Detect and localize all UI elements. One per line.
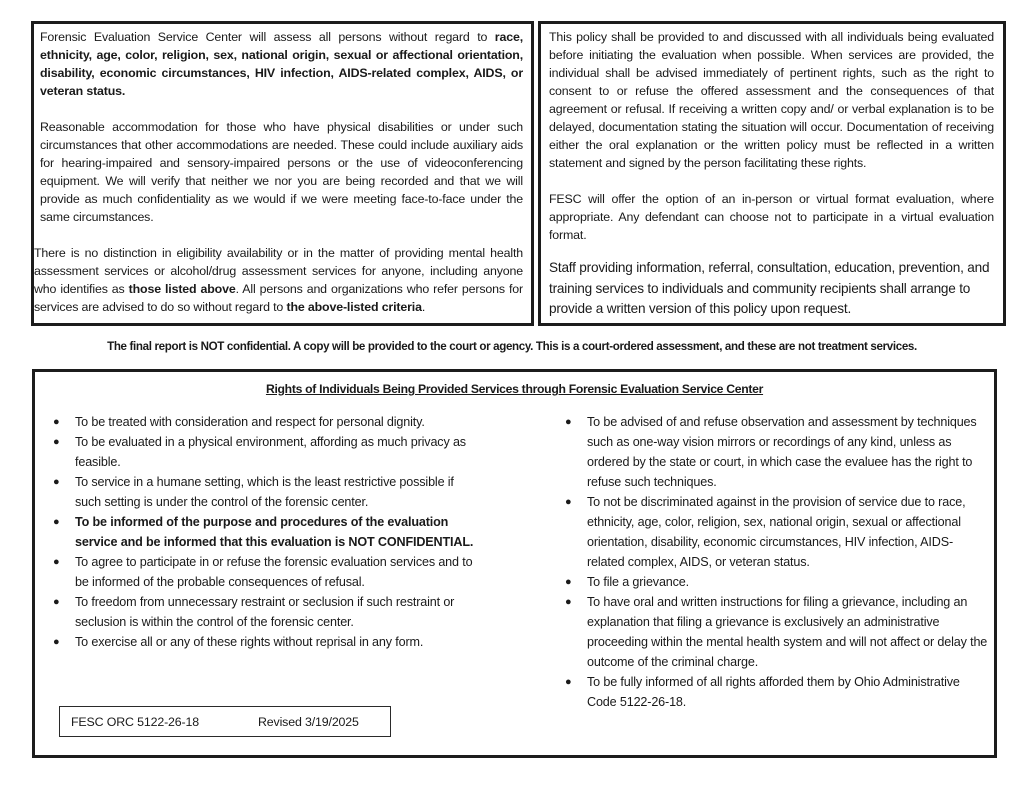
form-footer-box	[59, 706, 391, 737]
rights-item-text: To have oral and written instructions for filing a grievance, including an explanation that filing a grievance is exclusively an administrative proceeding within the mental health system and will not affect or delay the outcome of the criminal charge.	[587, 595, 988, 669]
rights-list-item	[563, 592, 988, 672]
bullet-icon: ●	[565, 676, 572, 688]
rights-list-item	[51, 552, 481, 592]
rights-list-item	[51, 512, 481, 552]
rights-title: Rights of Individuals Being Provided Services through Forensic Evaluation Service Center	[265, 382, 764, 396]
bullet-icon: ●	[565, 576, 572, 588]
nondiscrimination-paragraph	[40, 28, 523, 100]
nondiscrimination-policy-box	[31, 21, 534, 326]
bullet-icon: ●	[53, 556, 60, 568]
rights-item-text: To be advised of and refuse observation and assessment by techniques such as one-way vision mirrors or recordings of any kind, unless as ordered by the state or court, in which case the evaluee has the right to refuse such techniques.	[587, 415, 977, 489]
eligibility-text: .	[421, 300, 426, 314]
confidentiality-notice: The final report is NOT confidential. A copy will be provided to the court or agency. This is a court-ordered assessment, and these are not treatment services.	[107, 340, 917, 353]
bullet-icon: ●	[565, 416, 572, 428]
bullet-icon: ●	[565, 496, 572, 508]
bullet-icon: ●	[53, 636, 60, 648]
rights-list-item	[563, 412, 988, 492]
eligibility-text: There is no distinction in eligibility availability or in the matter of providing mental health assessment services or alcohol/drug assessment services for anyone, including anyone who identifies as	[34, 246, 523, 296]
eligibility-paragraph	[34, 244, 523, 316]
rights-list-item	[51, 432, 481, 472]
written-version-paragraph: Staff providing information, referral, consultation, education, prevention, and training services to individuals and community recipients shall arrange to provide a written version of this policy upon request.	[549, 260, 990, 316]
bullet-icon: ●	[53, 436, 60, 448]
eligibility-text: . All persons and organizations who refer persons for services are advised to do so without regard to	[34, 282, 523, 314]
rights-item-text: To freedom from unnecessary restraint or seclusion if such restraint or seclusion is within the control of the forensic center.	[75, 595, 455, 629]
rights-list-item	[563, 492, 988, 572]
rights-item-text: To be informed of the purpose and procedures of the evaluation service and be informed that this evaluation is NOT CONFIDENTIAL.	[75, 515, 474, 549]
disclosure-paragraph: This policy shall be provided to and discussed with all individuals being evaluated before initiating the evaluation when possible. When services are provided, the individual shall be advised immediately of pertinent rights, such as the right to consent to or refuse the offered assessment and the consequences of that agreement or refusal. If receiving a written copy and/ or verbal explanation is to be delayed, documentation stating the situation will occur. Documentation of receiving either the oral explanation or the written policy must be reflected in a written statement and signed by the person facilitating these rights.	[549, 30, 994, 170]
rights-item-text: To be treated with consideration and respect for personal dignity.	[75, 415, 425, 429]
rights-list-item	[563, 672, 988, 712]
policy-disclosure-box	[538, 21, 1006, 326]
rights-item-text: To service in a humane setting, which is the least restrictive possible if such setting is under the control of the forensic center.	[75, 475, 454, 509]
virtual-format-paragraph: FESC will offer the option of an in-person or virtual format evaluation, where appropriate. Any defendant can choose not to participate in a virtual evaluation format.	[549, 192, 994, 242]
form-code: FESC ORC 5122-26-18	[71, 715, 199, 729]
policy-text: Forensic Evaluation Service Center will assess all persons without regard to	[40, 30, 495, 44]
rights-list-item	[563, 572, 988, 592]
bullet-icon: ●	[53, 476, 60, 488]
rights-item-text: To exercise all or any of these rights without reprisal in any form.	[75, 635, 424, 649]
rights-item-text: To agree to participate in or refuse the forensic evaluation services and to be informed of the probable consequences of refusal.	[75, 555, 473, 589]
rights-list-right	[563, 412, 988, 712]
rights-list-item	[51, 412, 481, 432]
eligibility-bold-text: those listed above	[128, 282, 236, 296]
bullet-icon: ●	[53, 416, 60, 428]
bullet-icon: ●	[53, 516, 60, 528]
bullet-icon: ●	[53, 596, 60, 608]
rights-item-text: To not be discriminated against in the provision of service due to race, ethnicity, age, color, religion, sex, national origin, sexual or affectional orientation, disability, economic circumstances, HIV infection, AIDS-related complex, AIDS, or veteran status.	[587, 495, 966, 569]
protected-categories-text: race, ethnicity, age, color, religion, sex, national origin, sexual or affectional orientation, disability, economic circumstances, HIV infection, AIDS-related complex, AIDS, or veteran status.	[40, 30, 523, 98]
rights-item-text: To file a grievance.	[587, 575, 690, 589]
revision-date: Revised 3/19/2025	[258, 715, 359, 729]
rights-item-text: To be evaluated in a physical environment, affording as much privacy as feasible.	[75, 435, 466, 469]
rights-list-item	[51, 632, 481, 652]
rights-box	[32, 369, 997, 758]
rights-item-text: To be fully informed of all rights afforded them by Ohio Administrative Code 5122-26-18.	[587, 675, 960, 709]
rights-list-left	[51, 412, 481, 652]
accommodation-paragraph: Reasonable accommodation for those who have physical disabilities or under such circumstances that other accommodations are needed. These could include auxiliary aids for hearing-impaired and sensory-impaired persons or the use of videoconferencing equipment. We will verify that neither we nor you are being recorded and that we will provide as much confidentiality as we would if we were meeting face-to-face under the same circumstances.	[40, 120, 523, 224]
bullet-icon: ●	[565, 596, 572, 608]
rights-list-item	[51, 472, 481, 512]
eligibility-bold-text: the above-listed criteria	[286, 300, 422, 314]
rights-list-item	[51, 592, 481, 632]
